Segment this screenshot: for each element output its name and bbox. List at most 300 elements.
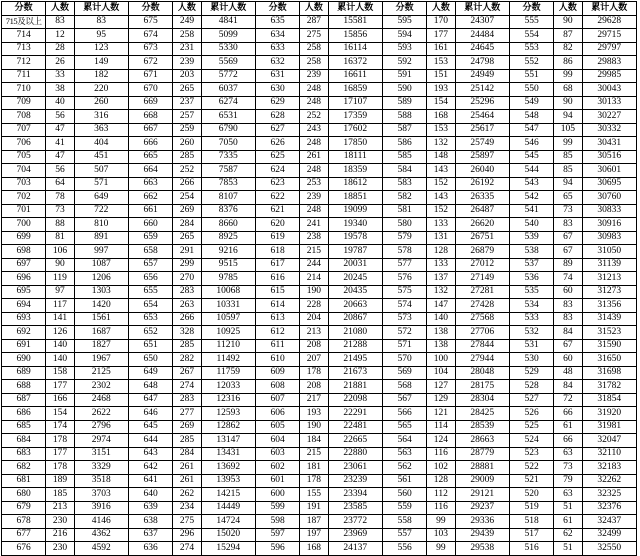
cumulative-cell: 6531: [201, 110, 255, 124]
cumulative-cell: 15581: [328, 15, 382, 29]
count-cell: 266: [173, 177, 201, 191]
count-cell: 154: [427, 96, 455, 110]
column-header: 累计人数: [201, 2, 255, 16]
table-row: [2, 488, 637, 502]
score-cell: 571: [382, 339, 426, 353]
count-cell: 99: [427, 515, 455, 529]
score-cell: 580: [382, 218, 426, 232]
count-cell: 204: [300, 312, 328, 326]
table-row: [2, 204, 637, 218]
count-cell: 132: [427, 137, 455, 151]
count-cell: 72: [554, 393, 582, 407]
count-cell: 126: [46, 326, 74, 340]
cumulative-cell: 30601: [582, 164, 637, 178]
score-cell: 645: [128, 420, 172, 434]
count-cell: 51: [554, 542, 582, 556]
count-cell: 239: [300, 69, 328, 83]
count-cell: 61: [554, 515, 582, 529]
cumulative-cell: 3703: [74, 488, 128, 502]
table-row: [2, 285, 637, 299]
cumulative-cell: 11492: [201, 353, 255, 367]
count-cell: 143: [427, 191, 455, 205]
score-cell: 536: [509, 272, 553, 286]
cumulative-cell: 30133: [582, 96, 637, 110]
table-row: [2, 96, 637, 110]
score-cell: 662: [128, 191, 172, 205]
table-header: [2, 2, 637, 16]
score-cell: 600: [255, 488, 299, 502]
score-cell: 685: [2, 420, 46, 434]
count-cell: 217: [300, 393, 328, 407]
cumulative-cell: 26751: [455, 231, 509, 245]
count-cell: 97: [46, 285, 74, 299]
count-cell: 56: [46, 110, 74, 124]
score-cell: 606: [255, 407, 299, 421]
count-cell: 191: [300, 501, 328, 515]
score-cell: 703: [2, 177, 46, 191]
count-cell: 67: [554, 339, 582, 353]
count-cell: 68: [554, 83, 582, 97]
score-cell: 540: [509, 218, 553, 232]
cumulative-cell: 649: [74, 191, 128, 205]
count-cell: 61: [554, 420, 582, 434]
count-cell: 275: [173, 515, 201, 529]
count-cell: 283: [173, 285, 201, 299]
score-cell: 647: [128, 393, 172, 407]
score-cell: 538: [509, 245, 553, 259]
count-cell: 104: [427, 366, 455, 380]
score-cell: 633: [255, 42, 299, 56]
score-cell: 575: [382, 285, 426, 299]
score-cell: 545: [509, 150, 553, 164]
cumulative-cell: 2125: [74, 366, 128, 380]
cumulative-cell: 2974: [74, 434, 128, 448]
score-cell: 710: [2, 83, 46, 97]
score-cell: 531: [509, 339, 553, 353]
score-cell: 528: [509, 380, 553, 394]
score-cell: 553: [509, 42, 553, 56]
score-cell: 637: [128, 528, 172, 542]
table-row: [2, 231, 637, 245]
score-cell: 587: [382, 123, 426, 137]
count-cell: 60: [554, 285, 582, 299]
count-cell: 148: [427, 150, 455, 164]
count-cell: 100: [427, 353, 455, 367]
score-cell: 527: [509, 393, 553, 407]
table-row: [2, 42, 637, 56]
count-cell: 213: [300, 326, 328, 340]
count-cell: 166: [46, 393, 74, 407]
score-cell: 699: [2, 231, 46, 245]
score-cell: 607: [255, 393, 299, 407]
count-cell: 12: [46, 29, 74, 43]
score-cell: 689: [2, 366, 46, 380]
cumulative-cell: 95: [74, 29, 128, 43]
count-cell: 67: [554, 231, 582, 245]
cumulative-cell: 22880: [328, 447, 382, 461]
count-cell: 197: [300, 528, 328, 542]
cumulative-cell: 23239: [328, 474, 382, 488]
cumulative-cell: 32110: [582, 447, 637, 461]
cumulative-cell: 1087: [74, 258, 128, 272]
cumulative-cell: 28779: [455, 447, 509, 461]
cumulative-cell: 722: [74, 204, 128, 218]
score-cell: 619: [255, 231, 299, 245]
score-cell: 544: [509, 164, 553, 178]
cumulative-cell: 7587: [201, 164, 255, 178]
score-cell: 539: [509, 231, 553, 245]
count-cell: 263: [173, 299, 201, 313]
score-cell: 612: [255, 326, 299, 340]
score-cell: 656: [128, 272, 172, 286]
score-cell: 591: [382, 69, 426, 83]
count-cell: 216: [46, 528, 74, 542]
count-cell: 252: [300, 110, 328, 124]
score-cell: 701: [2, 204, 46, 218]
score-cell: 638: [128, 515, 172, 529]
count-cell: 89: [554, 258, 582, 272]
column-header: 累计人数: [582, 2, 637, 16]
score-cell: 590: [382, 83, 426, 97]
score-cell: 530: [509, 353, 553, 367]
score-cell: 577: [382, 258, 426, 272]
score-cell: 631: [255, 69, 299, 83]
count-cell: 208: [300, 339, 328, 353]
score-cell: 627: [255, 123, 299, 137]
cumulative-cell: 5772: [201, 69, 255, 83]
count-cell: 41: [46, 137, 74, 151]
cumulative-cell: 2302: [74, 380, 128, 394]
cumulative-cell: 14215: [201, 488, 255, 502]
cumulative-cell: 17107: [328, 96, 382, 110]
score-cell: 569: [382, 366, 426, 380]
cumulative-cell: 6274: [201, 96, 255, 110]
column-header: 累计人数: [328, 2, 382, 16]
cumulative-cell: 3151: [74, 447, 128, 461]
cumulative-cell: 30332: [582, 123, 637, 137]
score-cell: 653: [128, 312, 172, 326]
count-cell: 73: [46, 204, 74, 218]
count-cell: 48: [554, 366, 582, 380]
cumulative-cell: 8660: [201, 218, 255, 232]
cumulative-cell: 8107: [201, 191, 255, 205]
score-cell: 556: [382, 542, 426, 556]
score-cell: 525: [509, 420, 553, 434]
count-cell: 239: [173, 56, 201, 70]
count-cell: 265: [173, 83, 201, 97]
cumulative-cell: 31590: [582, 339, 637, 353]
score-cell: 644: [128, 434, 172, 448]
score-cell: 581: [382, 204, 426, 218]
score-cell: 642: [128, 461, 172, 475]
score-cell: 674: [128, 29, 172, 43]
count-cell: 174: [46, 420, 74, 434]
count-cell: 258: [300, 42, 328, 56]
cumulative-cell: 5099: [201, 29, 255, 43]
count-cell: 133: [427, 218, 455, 232]
score-cell: 714: [2, 29, 46, 43]
cumulative-cell: 5569: [201, 56, 255, 70]
cumulative-cell: 31698: [582, 366, 637, 380]
count-cell: 168: [300, 542, 328, 556]
count-cell: 140: [427, 312, 455, 326]
count-cell: 168: [427, 110, 455, 124]
score-cell: 670: [128, 83, 172, 97]
score-cell: 565: [382, 420, 426, 434]
score-cell: 563: [382, 447, 426, 461]
score-cell: 532: [509, 326, 553, 340]
cumulative-cell: 10597: [201, 312, 255, 326]
score-cell: 658: [128, 245, 172, 259]
score-cell: 634: [255, 29, 299, 43]
cumulative-cell: 4362: [74, 528, 128, 542]
count-cell: 60: [554, 353, 582, 367]
count-cell: 230: [46, 515, 74, 529]
score-cell: 610: [255, 353, 299, 367]
score-cell: 534: [509, 299, 553, 313]
count-cell: 215: [300, 447, 328, 461]
count-cell: 291: [173, 245, 201, 259]
count-cell: 153: [427, 56, 455, 70]
count-cell: 85: [554, 150, 582, 164]
cumulative-cell: 31356: [582, 299, 637, 313]
score-cell: 646: [128, 407, 172, 421]
score-cell: 542: [509, 191, 553, 205]
header-row: [2, 2, 637, 16]
count-cell: 152: [427, 204, 455, 218]
score-cell: 702: [2, 191, 46, 205]
cumulative-cell: 5330: [201, 42, 255, 56]
cumulative-cell: 3329: [74, 461, 128, 475]
score-cell: 691: [2, 339, 46, 353]
score-cell: 641: [128, 474, 172, 488]
cumulative-cell: 25142: [455, 83, 509, 97]
count-cell: 124: [427, 434, 455, 448]
count-cell: 83: [554, 218, 582, 232]
cumulative-cell: 26487: [455, 204, 509, 218]
count-cell: 117: [46, 299, 74, 313]
count-cell: 285: [173, 434, 201, 448]
cumulative-cell: 1561: [74, 312, 128, 326]
cumulative-cell: 123: [74, 42, 128, 56]
score-distribution-table: [1, 1, 637, 556]
count-cell: 133: [427, 258, 455, 272]
cumulative-cell: 260: [74, 96, 128, 110]
cumulative-cell: 28304: [455, 393, 509, 407]
cumulative-cell: 2796: [74, 420, 128, 434]
cumulative-cell: 30431: [582, 137, 637, 151]
score-cell: 664: [128, 164, 172, 178]
count-cell: 62: [554, 528, 582, 542]
count-cell: 274: [173, 542, 201, 556]
cumulative-cell: 28881: [455, 461, 509, 475]
cumulative-cell: 30695: [582, 177, 637, 191]
score-cell: 617: [255, 258, 299, 272]
cumulative-cell: 30833: [582, 204, 637, 218]
cumulative-cell: 23969: [328, 528, 382, 542]
count-cell: 94: [554, 110, 582, 124]
score-cell: 651: [128, 339, 172, 353]
score-cell: 690: [2, 353, 46, 367]
score-cell: 706: [2, 137, 46, 151]
count-cell: 116: [427, 501, 455, 515]
score-cell: 605: [255, 420, 299, 434]
cumulative-cell: 4841: [201, 15, 255, 29]
cumulative-cell: 17359: [328, 110, 382, 124]
count-cell: 285: [173, 339, 201, 353]
count-cell: 28: [46, 42, 74, 56]
cumulative-cell: 149: [74, 56, 128, 70]
cumulative-cell: 23061: [328, 461, 382, 475]
score-cell: 562: [382, 461, 426, 475]
score-cell: 640: [128, 488, 172, 502]
cumulative-cell: 1206: [74, 272, 128, 286]
cumulative-cell: 28663: [455, 434, 509, 448]
count-cell: 261: [173, 474, 201, 488]
cumulative-cell: 30983: [582, 231, 637, 245]
cumulative-cell: 29715: [582, 29, 637, 43]
count-cell: 112: [427, 488, 455, 502]
cumulative-cell: 31854: [582, 393, 637, 407]
table-row: [2, 69, 637, 83]
cumulative-cell: 26620: [455, 218, 509, 232]
cumulative-cell: 32047: [582, 434, 637, 448]
count-cell: 178: [300, 474, 328, 488]
cumulative-cell: 21080: [328, 326, 382, 340]
count-cell: 228: [300, 299, 328, 313]
score-cell: 660: [128, 218, 172, 232]
count-cell: 261: [173, 461, 201, 475]
score-cell: 523: [509, 447, 553, 461]
cumulative-cell: 32262: [582, 474, 637, 488]
column-header: 分数: [382, 2, 426, 16]
score-cell: 611: [255, 339, 299, 353]
score-cell: 663: [128, 177, 172, 191]
cumulative-cell: 24307: [455, 15, 509, 29]
count-cell: 177: [46, 380, 74, 394]
score-cell: 614: [255, 299, 299, 313]
count-cell: 83: [554, 312, 582, 326]
score-cell: 585: [382, 150, 426, 164]
cumulative-cell: 4146: [74, 515, 128, 529]
cumulative-cell: 29336: [455, 515, 509, 529]
count-cell: 258: [300, 56, 328, 70]
cumulative-cell: 32183: [582, 461, 637, 475]
cumulative-cell: 8376: [201, 204, 255, 218]
score-cell: 709: [2, 96, 46, 110]
cumulative-cell: 15294: [201, 542, 255, 556]
score-cell: 649: [128, 366, 172, 380]
cumulative-cell: 3518: [74, 474, 128, 488]
count-cell: 132: [427, 285, 455, 299]
cumulative-cell: 21673: [328, 366, 382, 380]
score-cell: 561: [382, 474, 426, 488]
score-cell: 624: [255, 164, 299, 178]
count-cell: 328: [173, 326, 201, 340]
cumulative-cell: 32550: [582, 542, 637, 556]
cumulative-cell: 14724: [201, 515, 255, 529]
table-row: [2, 353, 637, 367]
score-cell: 628: [255, 110, 299, 124]
count-cell: 248: [300, 204, 328, 218]
score-cell: 678: [2, 515, 46, 529]
cumulative-cell: 31650: [582, 353, 637, 367]
count-cell: 119: [46, 272, 74, 286]
column-header: 分数: [255, 2, 299, 16]
cumulative-cell: 182: [74, 69, 128, 83]
table-row: [2, 258, 637, 272]
cumulative-cell: 25897: [455, 150, 509, 164]
cumulative-cell: 2468: [74, 393, 128, 407]
cumulative-cell: 13431: [201, 447, 255, 461]
count-cell: 154: [46, 407, 74, 421]
cumulative-cell: 26335: [455, 191, 509, 205]
score-cell: 713: [2, 42, 46, 56]
count-cell: 138: [427, 339, 455, 353]
count-cell: 185: [46, 488, 74, 502]
count-cell: 184: [300, 434, 328, 448]
count-cell: 90: [554, 96, 582, 110]
score-cell: 564: [382, 434, 426, 448]
cumulative-cell: 29439: [455, 528, 509, 542]
cumulative-cell: 29628: [582, 15, 637, 29]
cumulative-cell: 12862: [201, 420, 255, 434]
count-cell: 84: [554, 380, 582, 394]
score-cell: 698: [2, 245, 46, 259]
score-cell: 559: [382, 501, 426, 515]
cumulative-cell: 16114: [328, 42, 382, 56]
count-cell: 275: [300, 29, 328, 43]
score-cell: 700: [2, 218, 46, 232]
table-row: [2, 137, 637, 151]
score-cell: 583: [382, 177, 426, 191]
cumulative-cell: 31139: [582, 258, 637, 272]
score-cell: 572: [382, 326, 426, 340]
score-cell: 516: [509, 542, 553, 556]
score-cell: 584: [382, 164, 426, 178]
cumulative-cell: 18359: [328, 164, 382, 178]
cumulative-cell: 29009: [455, 474, 509, 488]
count-cell: 283: [173, 393, 201, 407]
score-cell: 666: [128, 137, 172, 151]
cumulative-cell: 16859: [328, 83, 382, 97]
cumulative-cell: 16372: [328, 56, 382, 70]
score-cell: 557: [382, 528, 426, 542]
score-cell: 579: [382, 231, 426, 245]
cumulative-cell: 21881: [328, 380, 382, 394]
cumulative-cell: 11759: [201, 366, 255, 380]
count-cell: 26: [46, 56, 74, 70]
score-cell: 650: [128, 353, 172, 367]
table-row: [2, 177, 637, 191]
table-row: [2, 420, 637, 434]
table-row: [2, 447, 637, 461]
cumulative-cell: 29121: [455, 488, 509, 502]
cumulative-cell: 25464: [455, 110, 509, 124]
score-cell: 520: [509, 488, 553, 502]
cumulative-cell: 27428: [455, 299, 509, 313]
count-cell: 248: [300, 137, 328, 151]
count-cell: 239: [300, 191, 328, 205]
count-cell: 81: [46, 231, 74, 245]
cumulative-cell: 20245: [328, 272, 382, 286]
count-cell: 215: [300, 245, 328, 259]
score-cell: 599: [255, 501, 299, 515]
count-cell: 56: [46, 164, 74, 178]
cumulative-cell: 9785: [201, 272, 255, 286]
cumulative-cell: 1687: [74, 326, 128, 340]
count-cell: 66: [554, 434, 582, 448]
